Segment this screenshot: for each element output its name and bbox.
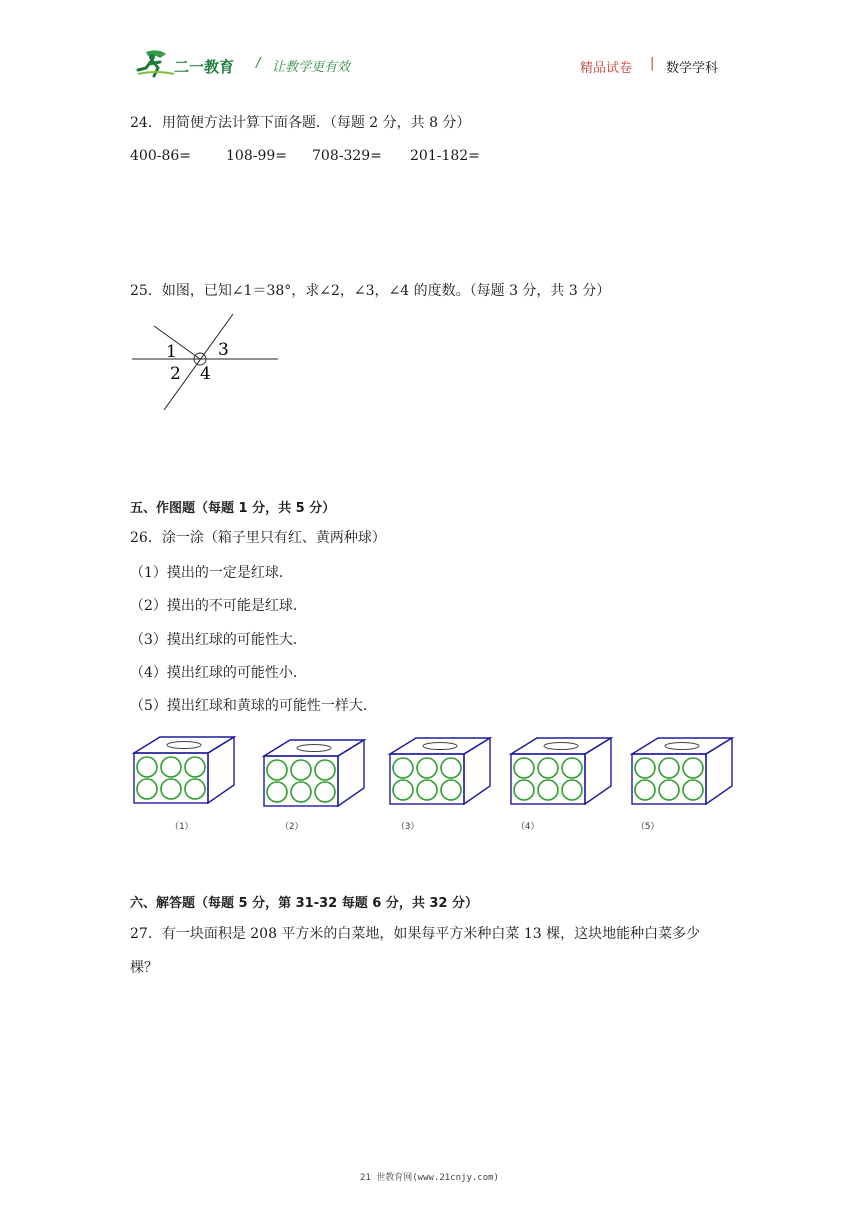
angle-label-1: 1	[166, 342, 177, 362]
ball-circle	[315, 782, 335, 802]
ball-box-5[interactable]	[628, 734, 736, 809]
logo-runner-icon	[136, 48, 176, 78]
box-label-4: （4）	[516, 822, 540, 832]
ball-circle	[417, 780, 437, 800]
box-opening	[167, 742, 201, 749]
q25-title: 25．如图，已知∠1＝38°，求∠2，∠3，∠4 的度数。（每题 3 分，共 3 分）	[130, 283, 611, 299]
ball-box-3[interactable]	[386, 734, 494, 809]
q26-item: （5）摸出红球和黄球的可能性一样大．	[130, 698, 377, 714]
box-opening	[665, 743, 699, 750]
q24-item: 708-329=	[312, 148, 382, 164]
ball-circle	[267, 782, 287, 802]
ball-circle	[514, 758, 534, 778]
q26-item: （3）摸出红球的可能性大．	[130, 632, 307, 648]
footer: 21 世教育网(www.21cnjy.com)	[360, 1173, 499, 1183]
ball-circle	[393, 780, 413, 800]
box-opening	[297, 745, 331, 752]
ball-circle	[137, 757, 157, 777]
header-divider: /	[256, 56, 261, 71]
q24-item: 108-99=	[226, 148, 287, 164]
q26-item: （2）摸出的不可能是红球．	[130, 598, 307, 614]
ball-circle	[267, 760, 287, 780]
ball-circle	[683, 780, 703, 800]
angle-diagram	[130, 312, 280, 412]
q24-item: 400-86=	[130, 148, 191, 164]
q26-item: （4）摸出红球的可能性小．	[130, 665, 307, 681]
ball-circle	[659, 758, 679, 778]
ball-circle	[161, 779, 181, 799]
ball-circle	[393, 758, 413, 778]
ball-circle	[137, 779, 157, 799]
section5-title: 五、作图题（每题 1 分，共 5 分）	[130, 501, 336, 516]
box-opening	[423, 743, 457, 750]
ball-circle	[562, 758, 582, 778]
ball-box-1[interactable]	[130, 733, 238, 808]
ball-circle	[441, 758, 461, 778]
angle-label-3: 3	[218, 340, 229, 360]
ball-circle	[161, 757, 181, 777]
ball-circle	[315, 760, 335, 780]
ball-circle	[441, 780, 461, 800]
ball-circle	[291, 782, 311, 802]
angle-label-4: 4	[200, 364, 211, 384]
box-label-3: （3）	[396, 822, 420, 832]
ball-box-2[interactable]	[260, 736, 368, 811]
q26-title: 26．涂一涂（箱子里只有红、黄两种球）	[130, 530, 386, 546]
q26-item: （1）摸出的一定是红球．	[130, 565, 293, 581]
ball-circle	[417, 758, 437, 778]
angle-label-2: 2	[170, 364, 181, 384]
ball-circle	[538, 780, 558, 800]
header-tag-right: 数学学科	[666, 61, 719, 76]
section6-title: 六、解答题（每题 5 分，第 31-32 每题 6 分，共 32 分）	[130, 896, 478, 911]
ball-boxes	[130, 733, 740, 838]
ball-circle	[185, 779, 205, 799]
q27-line1: 27．有一块面积是 208 平方米的白菜地，如果每平方米种白菜 13 棵，这块地能种白菜多少	[130, 926, 701, 942]
box-opening	[544, 743, 578, 750]
ball-box-4[interactable]	[507, 734, 615, 809]
box-label-1: （1）	[170, 822, 194, 832]
header-tag-left: 精品试卷	[580, 61, 633, 76]
box-label-5: （5）	[636, 822, 660, 832]
header-slogan: 让教学更有效	[272, 60, 351, 75]
ball-circle	[635, 758, 655, 778]
q27-line2: 棵？	[130, 960, 158, 976]
ball-circle	[185, 757, 205, 777]
ball-circle	[562, 780, 582, 800]
header	[0, 0, 860, 100]
ball-circle	[291, 760, 311, 780]
box-label-2: （2）	[280, 822, 304, 832]
q24-item: 201-182=	[410, 148, 480, 164]
ball-circle	[659, 780, 679, 800]
header-tag-separator: |	[650, 56, 655, 71]
ball-circle	[635, 780, 655, 800]
logo-text: 二一教育	[174, 58, 235, 76]
q24-title: 24．用简便方法计算下面各题．（每题 2 分，共 8 分）	[130, 115, 471, 131]
ball-circle	[683, 758, 703, 778]
diagonal-line-shallow	[154, 326, 200, 359]
diagonal-line-steep	[164, 314, 233, 410]
ball-circle	[538, 758, 558, 778]
ball-circle	[514, 780, 534, 800]
